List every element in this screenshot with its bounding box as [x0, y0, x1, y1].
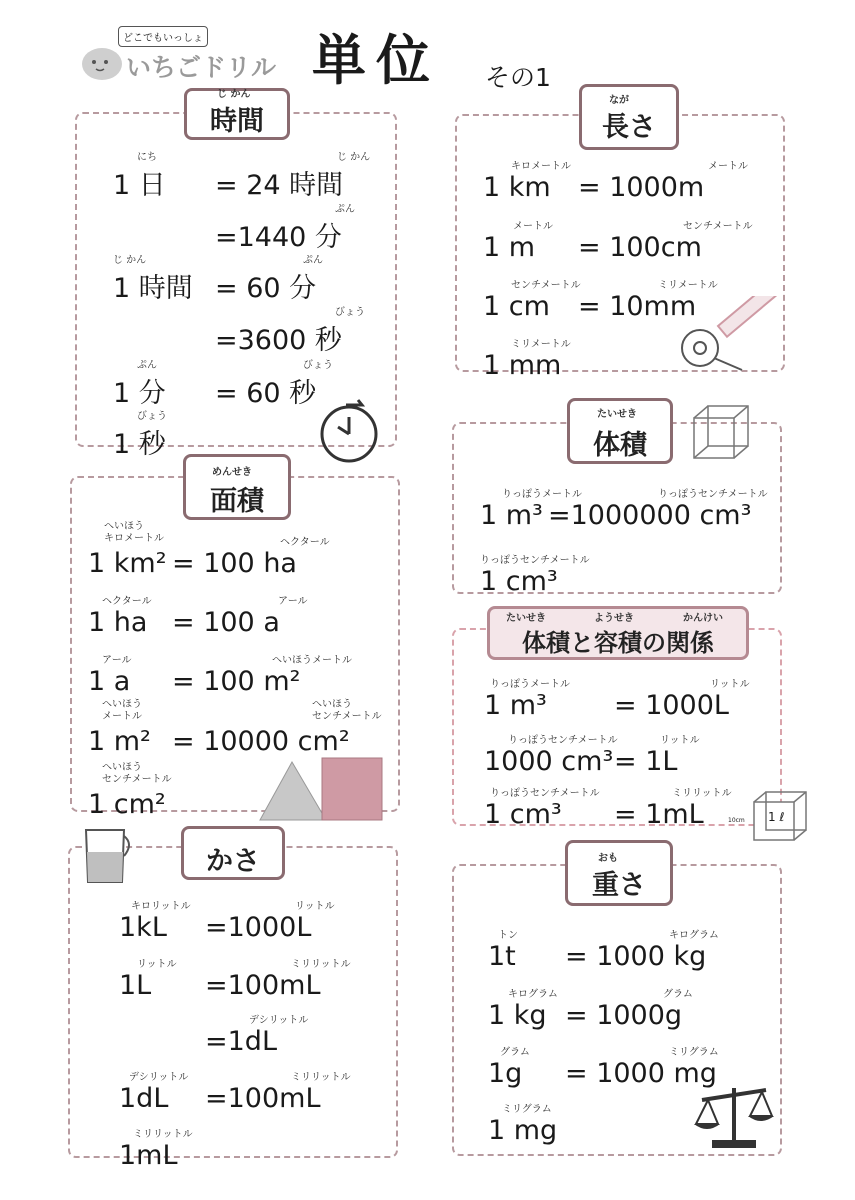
tape-measure-ruler-icon [676, 296, 786, 380]
capacity-heading [181, 826, 285, 880]
area-row-left: 1 ha [88, 607, 148, 638]
time-row-right: =1440 分 [215, 222, 342, 253]
weight-row-left-ruby: ミリグラム [502, 1104, 552, 1115]
logo-name: いちごドリル [126, 53, 277, 82]
time-row-right: = 24 時間 [215, 170, 344, 201]
weight-row-right-ruby: キログラム [669, 930, 719, 941]
area-row-left: 1 a [88, 666, 131, 697]
time-row-left-ruby: ぷん [137, 360, 157, 371]
relation-heading-ruby-1: たいせき [506, 613, 546, 624]
area-row-right: = 100 ha [172, 548, 297, 579]
length-row-left: 1 mm [483, 350, 562, 381]
volume-row-left-ruby: りっぽうメートル [502, 489, 582, 500]
length-row-right: = 10mm [578, 291, 697, 322]
time-row-right-ruby: ぷん [303, 255, 323, 266]
weight-heading [565, 840, 673, 906]
weight-row-left-ruby: グラム [500, 1047, 530, 1058]
length-heading-label: 長さ [602, 112, 656, 143]
area-row-right-ruby: アール [278, 596, 308, 607]
triangle-square-shapes-icon [258, 756, 386, 824]
length-row-left: 1 km [483, 172, 551, 203]
capacity-row-left-ruby: ミリリットル [133, 1129, 193, 1140]
length-row-right-ruby: センチメートル [683, 221, 753, 232]
capacity-row-left-ruby: キロリットル [131, 901, 191, 912]
weight-row-left: 1g [488, 1058, 523, 1089]
capacity-row-left: 1L [119, 970, 152, 1001]
volume-row-right: =1000000 cm³ [548, 500, 752, 531]
capacity-row-right-ruby: デシリットル [249, 1015, 309, 1026]
time-row-right-ruby: びょう [335, 307, 365, 318]
capacity-row-right-ruby: リットル [295, 901, 335, 912]
length-row-right-ruby: メートル [708, 161, 748, 172]
relation-row-right-ruby: ミリリットル [672, 788, 732, 799]
relation-row-left-ruby: りっぽうメートル [490, 679, 570, 690]
area-heading [183, 454, 291, 520]
weight-row-right: = 1000 mg [565, 1058, 717, 1089]
time-row-right-ruby: ぷん [335, 204, 355, 215]
capacity-row-left: 1dL [119, 1083, 169, 1114]
weight-row-left-ruby: トン [498, 930, 518, 941]
length-row-right: = 100cm [578, 232, 702, 263]
capacity-heading-label: かさ [206, 846, 260, 877]
relation-row-right-ruby: リットル [710, 679, 750, 690]
area-row-right: = 100 m² [172, 666, 301, 697]
capacity-row-right-ruby: ミリリットル [291, 1072, 351, 1083]
weight-row-right-ruby: ミリグラム [669, 1047, 719, 1058]
weight-row-left-ruby: キログラム [508, 989, 558, 1000]
weight-row-right: = 1000 kg [565, 941, 707, 972]
relation-row-right-ruby: リットル [660, 735, 700, 746]
relation-row-right: = 1000L [614, 690, 729, 721]
measuring-cup-icon [80, 826, 134, 886]
capacity-row-right: =100mL [205, 1083, 321, 1114]
area-row-right-ruby: へいほうメートル [272, 655, 352, 666]
length-row-left-ruby: センチメートル [511, 280, 581, 291]
capacity-row-right: =1000L [205, 912, 312, 943]
page-subtitle: その1 [485, 63, 551, 92]
area-row-right: = 100 a [172, 607, 280, 638]
capacity-row-left-ruby: リットル [137, 959, 177, 970]
weight-row-right: = 1000g [565, 1000, 683, 1031]
relation-heading-label: 体積と容積の関係 [522, 629, 714, 657]
area-heading-label: 面積 [210, 486, 264, 517]
volume-heading-label: 体積 [593, 430, 647, 461]
page-title: 単位 [312, 29, 440, 92]
time-row-left: 1 時間 [113, 273, 193, 304]
area-row-right-ruby: へいほう センチメートル [312, 699, 382, 722]
strawberry-mascot-icon [80, 42, 128, 82]
area-row-left: 1 km² [88, 548, 167, 579]
relation-row-right: = 1L [614, 746, 678, 777]
weight-heading-ruby: おも [598, 853, 618, 864]
time-heading-label: 時間 [210, 106, 264, 137]
time-heading [184, 88, 290, 140]
weight-row-left: 1 mg [488, 1115, 558, 1146]
capacity-row-left: 1mL [119, 1140, 178, 1171]
relation-row-left: 1000 cm³ [484, 746, 614, 777]
length-row-right-ruby: ミリメートル [658, 280, 718, 291]
time-row-right-ruby: じ かん [337, 152, 371, 163]
length-row-left-ruby: メートル [513, 221, 553, 232]
liter-cube-label: 1 ℓ [768, 810, 785, 824]
liter-cube-dimension: 10cm [728, 817, 745, 824]
clock-icon [316, 397, 386, 467]
area-row-left-ruby: アール [102, 655, 132, 666]
length-row-left: 1 m [483, 232, 536, 263]
length-row-left-ruby: キロメートル [511, 161, 571, 172]
length-row-left: 1 cm [483, 291, 550, 322]
volume-row-left-ruby: りっぽうセンチメートル [480, 555, 590, 566]
capacity-row-left-ruby: デシリットル [129, 1072, 189, 1083]
area-row-left-ruby: へいほう キロメートル [104, 521, 164, 544]
length-heading-ruby: なが [609, 95, 629, 106]
time-row-left-ruby: びょう [137, 411, 167, 422]
relation-row-left-ruby: りっぽうセンチメートル [508, 735, 618, 746]
weight-heading-label: 重さ [592, 870, 646, 901]
capacity-row-right-ruby: ミリリットル [291, 959, 351, 970]
time-row-left: 1 秒 [113, 429, 166, 460]
relation-heading-ruby-2: ようせき [594, 613, 634, 624]
area-heading-ruby: めんせき [212, 467, 252, 478]
balance-scale-icon [694, 1080, 774, 1152]
capacity-row-right: =100mL [205, 970, 321, 1001]
time-row-left: 1 分 [113, 378, 166, 409]
logo-bubble: どこでもいっしょ [118, 26, 208, 47]
time-heading-ruby: じ かん [217, 89, 251, 100]
cube-icon [690, 402, 752, 464]
area-row-right-ruby: ヘクタール [280, 537, 330, 548]
area-row-left-ruby: へいほう センチメートル [102, 762, 172, 785]
volume-row-left: 1 cm³ [480, 566, 558, 597]
relation-heading-ruby-3: かんけい [683, 613, 723, 624]
area-row-left-ruby: ヘクタール [102, 596, 152, 607]
length-heading [579, 84, 679, 150]
weight-row-left: 1t [488, 941, 516, 972]
area-row-left-ruby: へいほう メートル [102, 699, 142, 722]
area-row-left: 1 cm² [88, 789, 166, 820]
time-row-right: =3600 秒 [215, 325, 342, 356]
capacity-row-right: =1dL [205, 1026, 277, 1057]
volume-row-left: 1 m³ [480, 500, 543, 531]
time-row-left-ruby: にち [137, 152, 157, 163]
volume-heading-ruby: たいせき [597, 409, 637, 420]
area-row-right: = 10000 cm² [172, 726, 350, 757]
length-row-left-ruby: ミリメートル [511, 339, 571, 350]
volume-heading [567, 398, 673, 464]
area-row-left: 1 m² [88, 726, 151, 757]
relation-row-right: = 1mL [614, 799, 704, 830]
time-row-right-ruby: びょう [303, 360, 333, 371]
time-row-left: 1 日 [113, 170, 166, 201]
relation-heading [487, 606, 749, 660]
relation-row-left-ruby: りっぽうセンチメートル [490, 788, 600, 799]
volume-row-right-ruby: りっぽうセンチメートル [658, 489, 768, 500]
relation-row-left: 1 cm³ [484, 799, 562, 830]
time-row-right: = 60 秒 [215, 378, 317, 409]
length-row-right: = 1000m [578, 172, 705, 203]
weight-row-left: 1 kg [488, 1000, 547, 1031]
capacity-row-left: 1kL [119, 912, 167, 943]
relation-row-left: 1 m³ [484, 690, 547, 721]
time-row-right: = 60 分 [215, 273, 317, 304]
time-row-left-ruby: じ かん [113, 255, 147, 266]
weight-row-right-ruby: グラム [663, 989, 693, 1000]
